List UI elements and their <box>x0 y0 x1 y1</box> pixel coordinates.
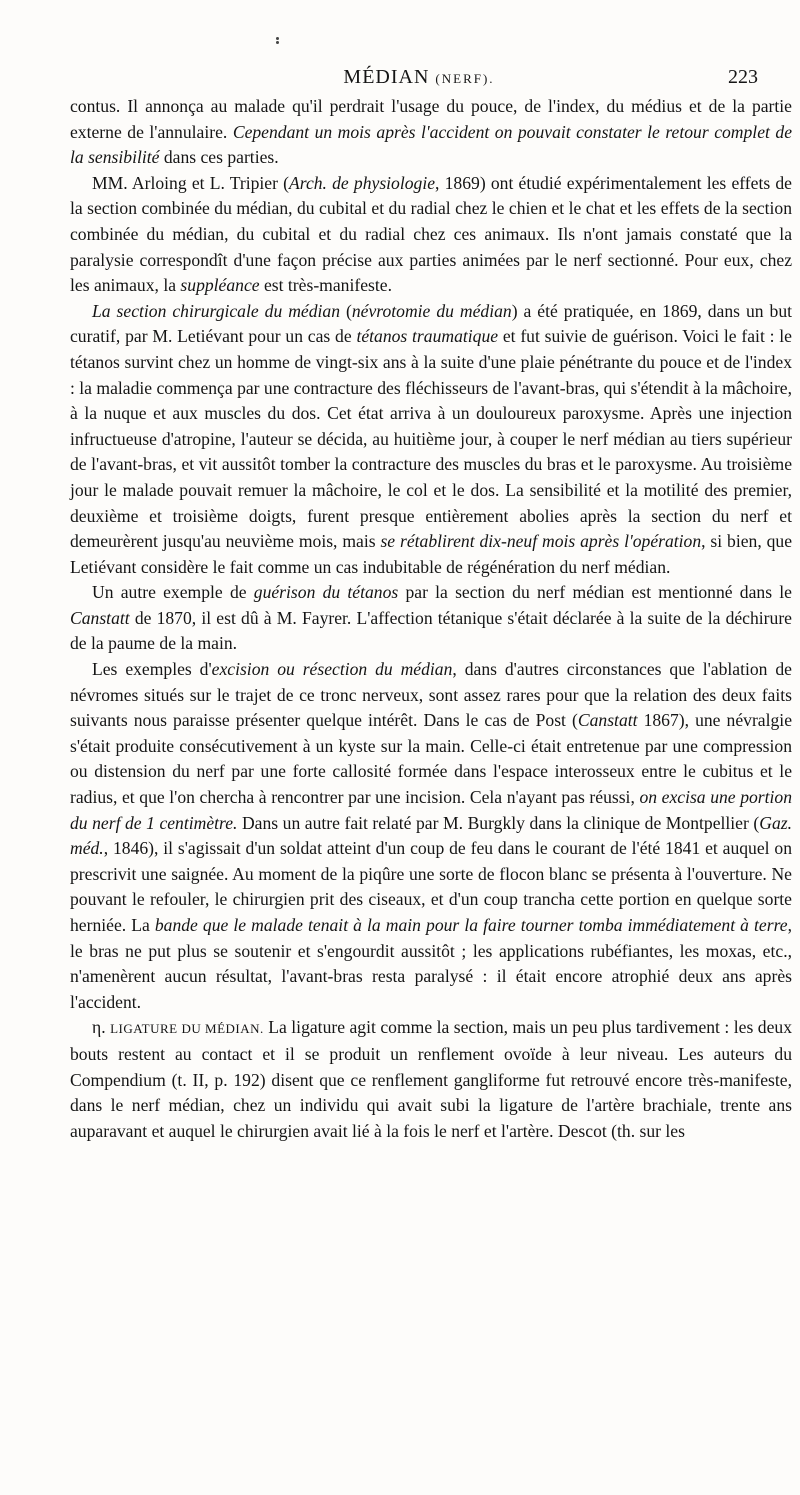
italic-run: névrotomie du médian <box>351 300 512 321</box>
text-run: ) a été pratiquée, en 1869, dans un but curatif, par M. Letiévant pour un cas de <box>70 300 792 347</box>
text-run: , 1846), il s'agissait d'un soldat atteint d'un coup de feu dans le courant de l'été 1841 et auquel on prescrivit une saignée. Au moment de la piqûre une sorte de flocon blanc se présenta à l'ouverture. Ne pouvant le refouler, le chirurgien prit des ciseaux, et d'un coup trancha cette portion en quelque sorte herniée. La <box>70 838 792 935</box>
paragraph <box>70 171 792 299</box>
text-run: , dans d'autres circonstances que l'ablation de névromes situés sur le trajet de ce tronc nerveux, sont assez rares pour que la relation des deux faits suivants nous paraisse présenter quelque intérêt. Dans le cas de Post ( <box>70 659 792 731</box>
italic-run: Canstatt <box>70 607 130 628</box>
print-speck <box>276 37 279 40</box>
italic-run: Gaz. méd. <box>70 812 792 859</box>
text-run: , si bien, que Letiévant considère le fait comme un cas indubitable de régénération du nerf médian. <box>70 531 793 577</box>
text-run: par la section du nerf médian est mentionné dans le <box>398 582 792 603</box>
text-run: Un autre exemple de <box>92 582 254 603</box>
text-run: et fut suivie de guérison. Voici le fait : le tétanos survint chez un homme de vingt-six ans à la suite d'une plaie pénétrante du pouce et de l'index : la maladie commença par une contracture des fléchisseurs de l'avant-bras, qui s'étendit à la mâchoire, à la nuque et aux muscles du dos. Cet état arriva à un douloureux paroxysme. Après une injection infructueuse d'atropine, l'auteur se décida, au huitième jour, à couper le nerf médian au tiers supérieur de l'avant-bras, et vit aussitôt tomber la contracture des muscles du bras et le paroxysme. Au troisième jour le malade pouvait remuer la mâchoire, le col et le dos. La sensibilité et la motilité des premier, deuxième et troisième doigts, furent presque entièrement abolies après la section du nerf et demeurèrent jusqu'au neuvième mois, mais <box>70 326 793 552</box>
paragraph <box>70 1015 792 1144</box>
italic-run: Cependant un mois après l'accident on pouvait constater le retour complet de la sensibilité <box>70 121 793 168</box>
italic-run: guérison du tétanos <box>253 582 399 603</box>
print-speck <box>276 41 279 44</box>
text-run: 1867), une névralgie s'était produite consécutivement à un kyste sur la main. Celle-ci était entretenue par une compression ou distension du nerf par une forte callosité formée dans l'espace interosseux entre le cubitus et le radius, et que l'on chercha à rencontrer par une incision. Cela n'ayant pas réussi, <box>70 710 793 808</box>
text-run: Dans un autre fait relaté par M. Burgkly dans la clinique de Montpellier ( <box>237 812 760 833</box>
italic-run: se rétablirent dix-neuf mois après l'opération <box>380 531 702 552</box>
italic-run: on excisa une portion du nerf de 1 centimètre. <box>70 787 793 833</box>
text-run: , 1869) ont étudié expérimentalement les effets de la section combinée du médian, du cubital et du radial chez le chien et le chat et les effets de la section combinée du médian, du cubital et du radial chez ces animaux. Ils n'ont jamais constaté que la paralysie correspondît d'une façon précise aux parties animées par le nerf sectionné. Pour eux, chez les animaux, la <box>70 172 792 296</box>
italic-run: bande que le malade tenait à la main pour la faire tourner tomba immédiatement à terre <box>154 915 788 935</box>
running-head <box>80 66 758 89</box>
italic-run: Arch. de physiologie <box>289 172 436 193</box>
italic-run: Canstatt <box>577 710 638 731</box>
text-run: contus. Il annonça au malade qu'il perdrait l'usage du pouce, de l'index, du médius et de la partie externe de l'annulaire. <box>70 96 792 142</box>
text-run: Les exemples d' <box>92 659 212 680</box>
paragraph <box>70 94 792 171</box>
text-run: MM. Arloing et L. Tripier ( <box>92 172 289 193</box>
text-run: , le bras ne put plus se soutenir et s'engourdit aussitôt ; les applications rubéfiantes, les moxas, etc., n'amenèrent aucun résultat, l'avant-bras resta paralysé : il était encore atrophié deux ans après l'accident. <box>70 915 792 1012</box>
page-header <box>80 66 758 92</box>
running-head-subtitle: (NERF). <box>435 71 495 86</box>
section-heading: LIGATURE DU MÉDIAN. <box>110 1021 264 1037</box>
paragraph <box>70 657 792 1015</box>
text-run: η. <box>92 1017 111 1038</box>
text-run: La ligature agit comme la section, mais un peu plus tardivement : les deux bouts restent au contact et il se produit un renflement ovoïde à leur niveau. Les auteurs du Compendium (t. II, p. 192) disent que ce renflement gangliforme fut retrouvé encore très-manifeste, dans le nerf médian, chez un individu qui avait subi la ligature de l'artère brachiale, trente ans auparavant et auquel le chirurgien avait lié à la fois le nerf et l'artère. Descot (th. sur les <box>70 1017 792 1141</box>
running-head-title: MÉDIAN <box>343 66 430 88</box>
text-run: de 1870, il est dû à M. Fayrer. L'affection tétanique s'était déclarée à la suite de la déchirure de la paume de la main. <box>70 607 792 654</box>
body-text <box>70 94 792 1144</box>
text-run: est très-manifeste. <box>259 275 392 296</box>
italic-run: suppléance <box>180 275 260 296</box>
paragraph <box>70 299 792 581</box>
page-number: 223 <box>728 66 758 88</box>
italic-run: La section chirurgicale du médian <box>92 300 341 321</box>
text-run: dans ces parties. <box>159 147 279 168</box>
text-run: ( <box>340 300 352 321</box>
italic-run: tétanos traumatique <box>356 326 499 347</box>
italic-run: excision ou résection du médian <box>211 659 453 680</box>
paragraph <box>70 580 792 657</box>
